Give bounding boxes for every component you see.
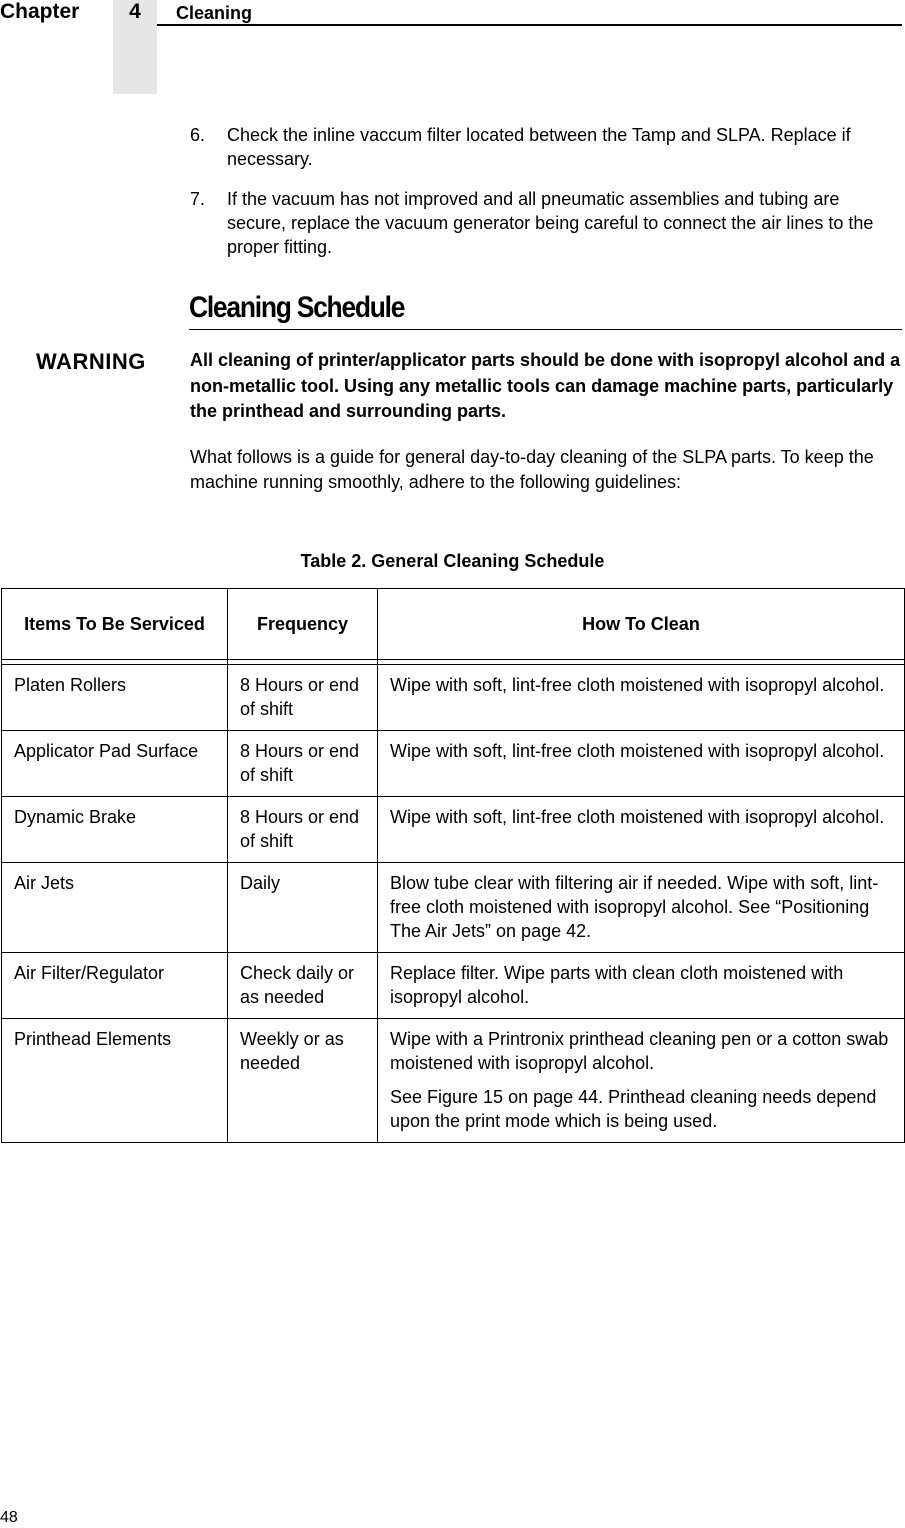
step-text: Check the inline vaccum filter located between the Tamp and SLPA. Replace if necessary.	[227, 125, 851, 169]
warning-label: WARNING	[36, 349, 146, 374]
table-row	[2, 863, 905, 953]
frequency-cell: Daily	[228, 863, 378, 953]
how-to-clean-text: Wipe with a Printronix printhead cleaning pen or a cotton swab moistened with isopropyl alcohol.	[390, 1029, 889, 1073]
step-number: 6.	[190, 125, 206, 145]
how-to-clean-text: Wipe with soft, lint-free cloth moistened with isopropyl alcohol.	[390, 675, 885, 695]
frequency-cell: 8 Hours or end of shift	[228, 731, 378, 797]
frequency-cell: Weekly or as needed	[228, 1019, 378, 1143]
frequency-cell: 8 Hours or end of shift	[228, 797, 378, 863]
step-text: If the vacuum has not improved and all pneumatic assemblies and tubing are secure, replace the vacuum generator being careful to connect the air lines to the proper fitting.	[227, 189, 874, 257]
step-6	[190, 123, 902, 171]
table-header-row	[2, 589, 905, 660]
table-row	[2, 731, 905, 797]
item-cell: Air Jets	[2, 863, 228, 953]
cleaning-schedule-table	[1, 588, 905, 1143]
how-to-clean-text: Replace filter. Wipe parts with clean cloth moistened with isopropyl alcohol.	[390, 963, 844, 1007]
item-cell: Platen Rollers	[2, 665, 228, 731]
table-caption: Table 2. General Cleaning Schedule	[300, 551, 605, 571]
column-header-how-to-clean: How To Clean	[378, 589, 905, 660]
intro-paragraph: What follows is a guide for general day-to-day cleaning of the SLPA parts. To keep the machine running smoothly, adhere to the following guidelines:	[190, 447, 874, 492]
section-rule	[189, 329, 902, 330]
item-cell: Dynamic Brake	[2, 797, 228, 863]
frequency-cell: 8 Hours or end of shift	[228, 665, 378, 731]
how-to-clean-text: Wipe with soft, lint-free cloth moistened with isopropyl alcohol.	[390, 741, 885, 761]
header-rule	[157, 24, 902, 26]
column-header-items: Items To Be Serviced	[2, 589, 228, 660]
table-row	[2, 953, 905, 1019]
how-to-clean-cell	[378, 665, 905, 731]
column-header-frequency: Frequency	[228, 589, 378, 660]
step-7	[190, 187, 902, 259]
table-row	[2, 1019, 905, 1143]
how-to-clean-note: See Figure 15 on page 44. Printhead cleaning needs depend upon the print mode which is being used.	[390, 1087, 877, 1131]
how-to-clean-cell	[378, 863, 905, 953]
how-to-clean-cell	[378, 731, 905, 797]
table-row	[2, 797, 905, 863]
how-to-clean-text: Wipe with soft, lint-free cloth moistened with isopropyl alcohol.	[390, 807, 885, 827]
item-cell: Applicator Pad Surface	[2, 731, 228, 797]
how-to-clean-text: Blow tube clear with filtering air if needed. Wipe with soft, lint-free cloth moistened with isopropyl alcohol. See “Positioning The Air Jets” on page 42.	[390, 873, 879, 941]
how-to-clean-cell	[378, 1019, 905, 1143]
item-cell: Printhead Elements	[2, 1019, 228, 1143]
section-title: Cleaning Schedule	[189, 291, 405, 324]
table-row	[2, 665, 905, 731]
how-to-clean-cell	[378, 953, 905, 1019]
page-number: 48	[0, 1509, 18, 1526]
frequency-cell: Check daily or as needed	[228, 953, 378, 1019]
warning-text: All cleaning of printer/applicator parts should be done with isopropyl alcohol and a non-metallic tool. Using any metallic tools can damage machine parts, particularly the printhead and surrounding parts.	[190, 350, 901, 421]
how-to-clean-cell	[378, 797, 905, 863]
chapter-number: 4	[129, 0, 141, 23]
step-number: 7.	[190, 189, 206, 209]
chapter-title: Cleaning	[176, 3, 253, 23]
item-cell: Air Filter/Regulator	[2, 953, 228, 1019]
chapter-label: Chapter	[0, 0, 80, 23]
